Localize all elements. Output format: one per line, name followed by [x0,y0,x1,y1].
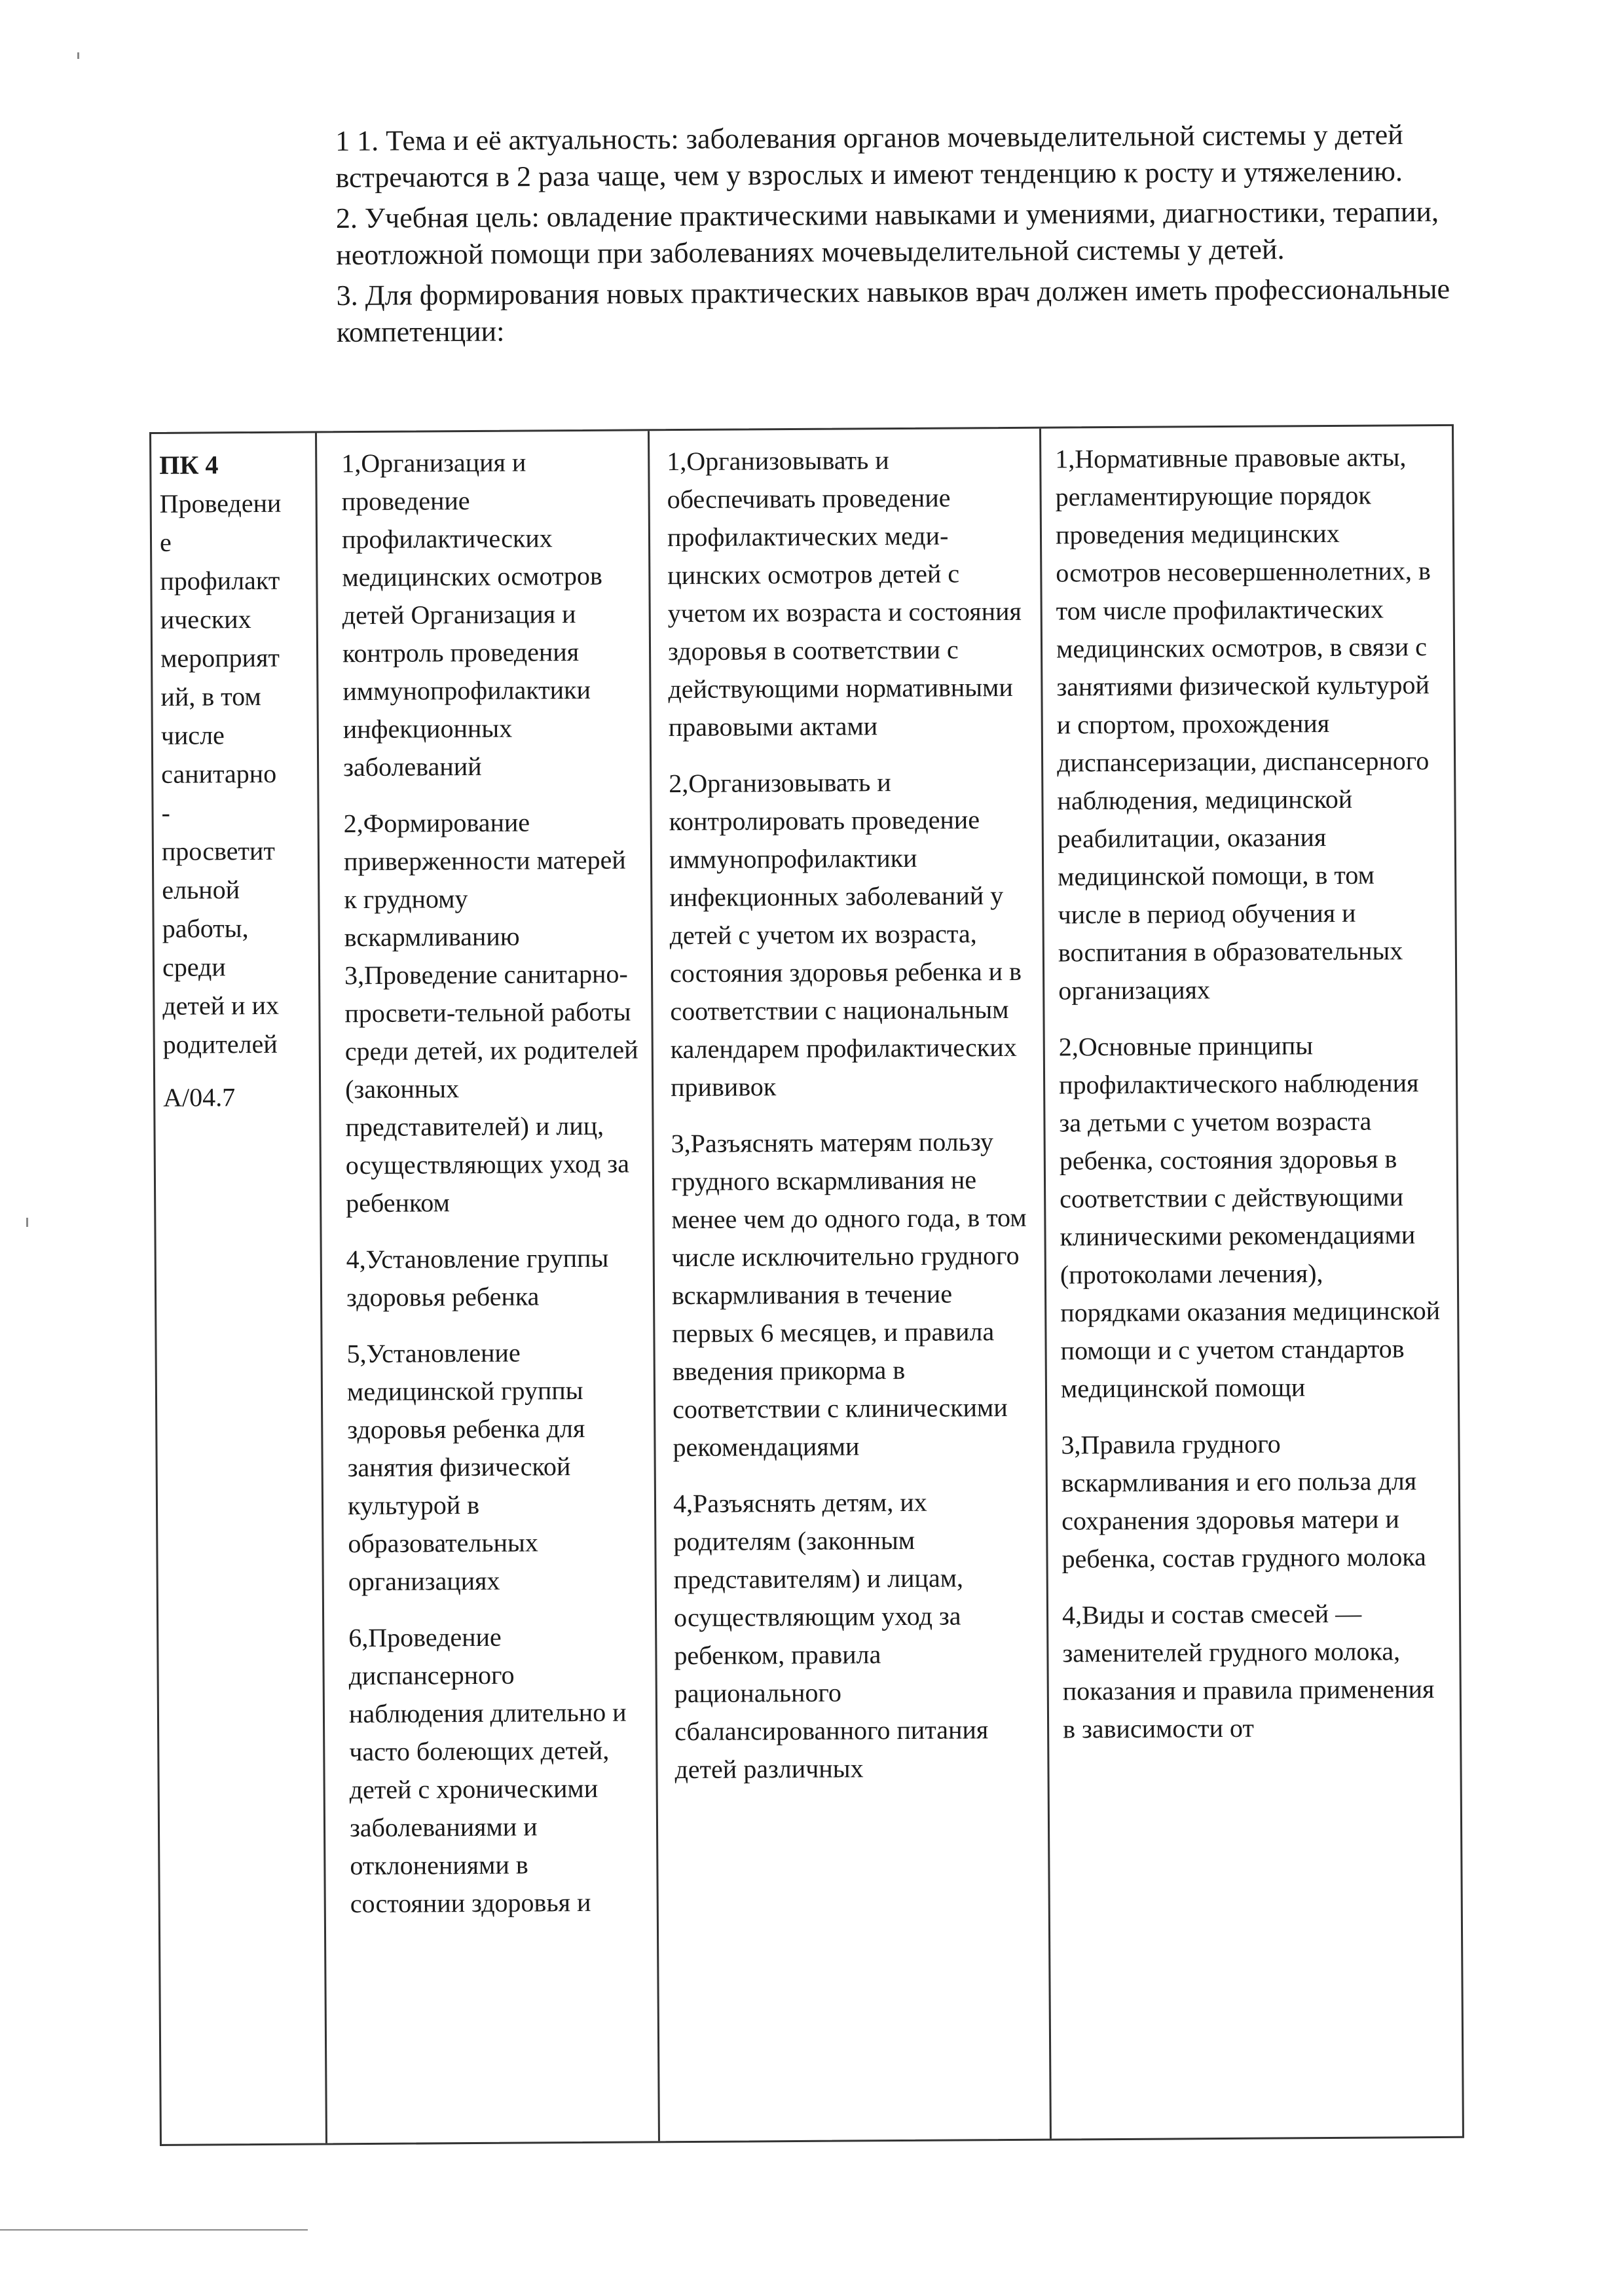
intro-section [335,116,1509,351]
list-item: 6,Проведение диспансерного наблюдения длительно и часто болеющих детей, детей с хроническими заболеваниями и отклонениями в состоянии здоровья и [348,1622,627,1919]
competencies-paragraph: 3. Для формирования новых практических навыков врач должен иметь профессиональные компетенции: [336,272,1450,348]
column-divider [648,431,660,2141]
list-item: 2,Формирование приверженности матерей к грудному вскармливанию 3,Проведение санитарно-просвети-тельной работы среди детей, их родителей (законных представителей) и лиц, осуществляющих уход за ребенком [343,807,638,1218]
list-item: 1,Организовывать и обеспечивать проведение профилактических меди-цинских осмотров детей с учетом их возраста и состояния здоровья в соответствии с действующими нормативными правовыми актами [667,445,1022,742]
list-item: 4,Разъяснять детям, их родителям (законным представителям) и лицам, осуществляющим уход за ребенком, правила рационального сбалансированного питания детей различных [673,1487,989,1785]
list-item: 2,Организовывать и контролировать проведение иммунопрофилактики инфекционных заболеваний у детей с учетом их возраста, состояния здоровья ребенка и в соответствии с национальным календарем профилактических прививок [669,767,1022,1102]
function-code: A/04.7 [163,1082,236,1112]
column-divider [1039,429,1052,2139]
goal-paragraph: 2. Учебная цель: овладение практическими навыками и умениями, диагностики, терапии, неотложной помощи при заболеваниях мочевыделительной системы у детей. [335,195,1439,271]
list-item: 4,Виды и состав смесей — заменителей грудного молока, показания и правила применения в зависимости от [1061,1598,1435,1744]
competency-code-cell [159,445,327,1117]
list-item: 1,Организация и проведение профилактических медицинских осмотров детей Организация и контроль проведения иммунопрофилактики инфекционных заболеваний [341,447,602,782]
list-item: 4,Установление группы здоровья ребенка [346,1243,609,1313]
knowledge-cell [1055,438,1446,1767]
list-item: 1,Нормативные правовые акты, регламентирующие порядок проведения медицинских осмотров несовершеннолетних, в том числе профилактических медицинских осмотров, в связи с занятиями физической культурой и спортом, прохождения диспансеризации, диспансерного наблюдения, медицинской реабилитации, оказания медицинской помощи, в том числе в период обучения и воспитания в образовательных организациях [1055,442,1431,1006]
scan-artifact-dot [77,52,79,59]
competency-name: Проведени е профилакт ических мероприят ий, в том числе санитарно - просветит ельной работы, среди детей и их родителей [159,488,282,1059]
topic-paragraph: 1 1. Тема и её актуальность: заболевания органов мочевыделительной системы у детей встречаются в 2 раза чаще, чем у взрослых и имеют тенденцию к росту и утяжелению. [335,118,1403,194]
actions-cell [341,443,645,1941]
list-item: 3,Разъяснять матерям пользу грудного вскармливания не менее чем до одного года, в том числе исключительно грудного вскармливания в течение первых 6 месяцев, и правила введения прикорма в соответствии с клиническими рекомендациями [671,1127,1027,1463]
competency-code: ПК 4 [159,450,219,480]
scan-artifact-dot [26,1218,28,1227]
list-item: 3,Правила грудного вскармливания и его польза для сохранения здоровья матери и ребенка, состав грудного молока [1061,1429,1426,1574]
scan-artifact-line [0,2229,308,2231]
competency-table [149,424,1464,2146]
skills-cell [667,441,1032,1807]
list-item: 2,Основные принципы профилактического наблюдения за детьми с учетом возраста ребенка, состояния здоровья в соответствии с действующими клиническими рекомендациями (протоколами лечения), порядками оказания медицинской помощи и с учетом стандартов медицинской помощи [1058,1030,1441,1404]
list-item: 5,Установление медицинской группы здоровья ребенка для занятия физической культурой в образовательных организациях [346,1338,585,1597]
